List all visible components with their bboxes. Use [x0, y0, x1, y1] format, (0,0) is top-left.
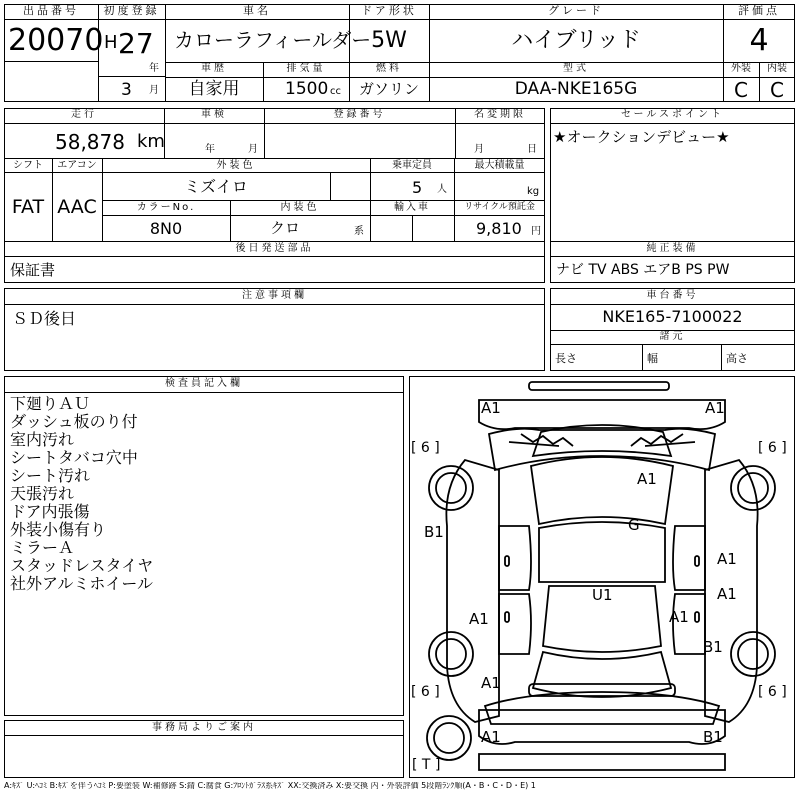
inspector-note: ドア内張傷 — [10, 502, 90, 521]
inspection-year: 年 — [205, 144, 215, 155]
score: 4 — [749, 23, 769, 58]
color-no-label: カラーNo. — [136, 202, 196, 213]
model-label: 車名 — [165, 4, 349, 20]
int-color-unit: 系 — [354, 226, 364, 237]
name-change-month: 月 — [474, 144, 484, 155]
rear-bumper-outline — [479, 710, 725, 744]
damage-mark: A1 — [481, 674, 501, 692]
displacement-label: 排気量 — [286, 63, 326, 74]
int-color: クロ — [269, 219, 300, 237]
mileage-label: 走行 — [71, 109, 97, 120]
year-unit: 年 — [149, 63, 159, 74]
damage-mark: A1 — [717, 585, 737, 603]
grade-label: グレード — [429, 4, 723, 20]
import-label: 輸入車 — [394, 202, 430, 213]
tire-tread-rear-left: [ 6 ] — [411, 684, 440, 700]
shift-label: シフト — [13, 160, 43, 171]
damage-mark: A1 — [705, 399, 725, 417]
history: 自家用 — [188, 79, 240, 99]
inspector-note: 室内汚れ — [10, 430, 75, 449]
tire-tread-rear-right: [ 6 ] — [758, 684, 787, 700]
inspector-note: ミラーＡ — [10, 538, 75, 557]
displacement: 1500 — [285, 79, 329, 99]
era: H — [104, 32, 118, 53]
first-reg-month: 3 — [121, 80, 132, 100]
length-label: 長さ — [555, 352, 577, 365]
mileage-unit: km — [137, 131, 165, 152]
recycle-fee: 9,810 — [476, 219, 522, 238]
type-label: 型式 — [563, 63, 589, 74]
int-color-label: 内装色 — [280, 202, 320, 213]
lot-no-label: 出品番号 — [4, 4, 98, 20]
chassis-number: NKE165-7100022 — [602, 307, 743, 326]
capacity-label: 乗車定員 — [392, 160, 432, 171]
selling-point-label: セールスポイント — [620, 109, 725, 120]
capacity-unit: 人 — [437, 184, 447, 195]
inspector-note: スタッドレスタイヤ — [10, 556, 154, 575]
width-label: 幅 — [647, 352, 658, 365]
displacement-unit: cc — [330, 86, 341, 97]
windshield-outline — [531, 457, 673, 524]
load-label: 最大積載量 — [474, 160, 525, 171]
damage-mark: A1 — [717, 550, 737, 568]
inspection-label: 車検 — [201, 109, 227, 120]
roof-front-outline — [539, 522, 665, 582]
first-reg-label: 初度登録 — [98, 4, 165, 20]
capacity: 5 — [412, 178, 423, 197]
dims-label: 諸元 — [659, 331, 686, 342]
inspector-note: シートタバコ穴中 — [10, 448, 138, 467]
inspector-note: シート汚れ — [10, 466, 91, 485]
damage-mark: A1 — [469, 610, 489, 628]
damage-mark: A1 — [637, 470, 657, 488]
color-no: 8N0 — [149, 219, 183, 238]
caution-text: ＳＤ後日 — [12, 309, 77, 328]
right-front-door — [673, 526, 705, 590]
score-label: 評価点 — [723, 4, 795, 20]
fuel: ガソリン — [358, 80, 419, 98]
inspector-label: 検査員記入欄 — [165, 378, 243, 389]
inspection-month: 月 — [248, 144, 258, 155]
office-label: 事務局よりご案内 — [152, 722, 256, 733]
inspector-note: 外装小傷有り — [10, 520, 107, 539]
equipment-label: 純正装備 — [646, 243, 699, 254]
ac-label: エアコン — [57, 160, 97, 171]
inspector-notes — [10, 395, 153, 593]
chassis-label: 車台番号 — [646, 290, 699, 301]
car-diagram — [409, 376, 795, 778]
load-unit: kg — [527, 186, 540, 197]
ext-grade: C — [734, 78, 748, 102]
later-parts: 保証書 — [10, 261, 56, 279]
damage-mark: B1 — [424, 523, 444, 541]
name-change-label: 名変期限 — [474, 109, 526, 120]
damage-mark: B1 — [703, 638, 723, 656]
inspector-note: 社外アルミホイール — [10, 574, 154, 593]
int-grade: C — [770, 78, 784, 102]
damage-mark: A1 — [669, 608, 689, 626]
ext-color-label: 外装色 — [216, 160, 256, 171]
reg-no-label: 登録番号 — [333, 109, 386, 120]
tire-tread-front-right: [ 6 ] — [758, 440, 787, 456]
ext-label: 外装 — [731, 63, 751, 74]
left-front-door — [499, 526, 531, 590]
damage-mark: G — [628, 516, 640, 534]
inspector-note: ダッシュ板のり付 — [10, 412, 138, 431]
spare-tire-marker: [ T ] — [412, 757, 441, 773]
damage-mark: B1 — [703, 728, 723, 746]
month-unit: 月 — [149, 85, 159, 96]
rear-panel-outline — [479, 754, 725, 770]
left-rear-door — [499, 594, 531, 654]
ac: AAC — [57, 196, 97, 218]
ext-color: ミズイロ — [184, 177, 248, 196]
shift: FAT — [11, 196, 45, 218]
damage-mark: A1 — [481, 728, 501, 746]
fuel-label: 燃料 — [376, 63, 402, 74]
damage-mark: U1 — [592, 586, 613, 604]
recycle-label: リサイクル預託金 — [464, 202, 535, 212]
name-change-day: 日 — [527, 144, 537, 155]
height-label: 高さ — [726, 352, 748, 365]
spoiler-outline — [529, 382, 669, 390]
inspector-note: 天張汚れ — [10, 484, 75, 503]
mileage: 58,878 — [55, 130, 125, 154]
type: DAA-NKE165G — [514, 79, 638, 99]
tire-tread-front-left: [ 6 ] — [411, 440, 440, 456]
caution-label: 注意事項欄 — [242, 290, 307, 301]
legend: A:ｷｽﾞ U:ﾍｺﾐ B:ｷｽﾞを伴うﾍｺﾐ P:要塗装 W:補修跡 S:錆 C:腐食 G:ﾌﾛﾝﾄｶﾞﾗｽ系ｷｽﾞ XX:交換済み X:要交換 内・外装評価 5段階ﾗﾝｸ順(A・B・C・D・E) 1 — [4, 782, 536, 790]
doors-label: ドア形状 — [349, 4, 429, 20]
first-reg-year: 27 — [118, 27, 154, 60]
inspector-note: 下廻りＡＵ — [10, 394, 91, 413]
int-label: 内装 — [767, 63, 787, 74]
selling-point: ★オークションデビュー★ — [553, 128, 730, 146]
lot-no: 20070 — [8, 23, 104, 58]
rear-window-outline — [533, 652, 671, 697]
recycle-unit: 円 — [531, 226, 541, 237]
model-name: カローラフィールダー — [174, 28, 372, 52]
damage-mark: A1 — [481, 399, 501, 417]
history-label: 車歴 — [201, 63, 227, 74]
doors: 5W — [371, 28, 407, 53]
later-parts-label: 後日発送部品 — [235, 243, 314, 254]
grade: ハイブリッド — [511, 28, 641, 53]
equipment: ナビ TV ABS エアB PS PW — [556, 262, 730, 278]
